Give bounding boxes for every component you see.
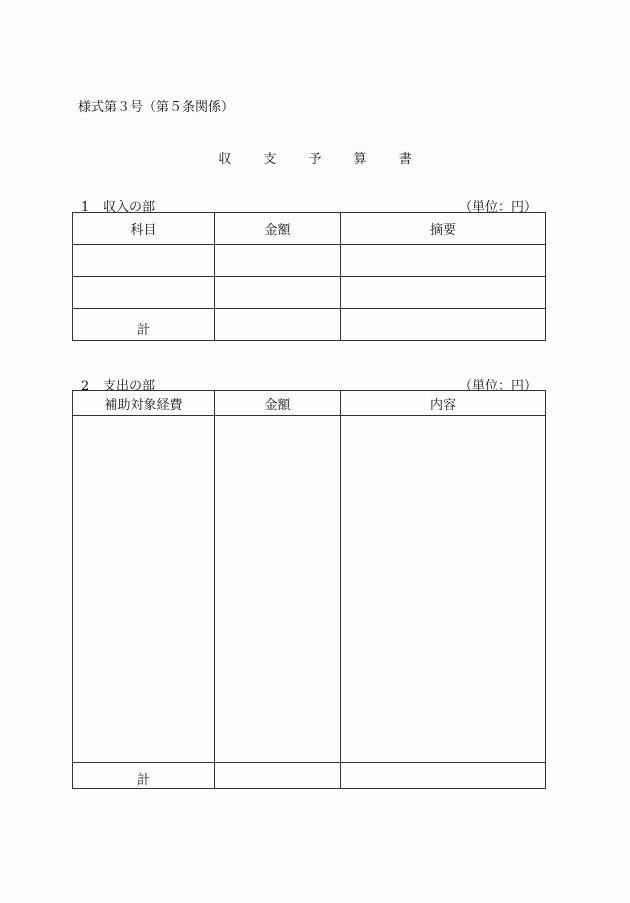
table-cell[interactable] bbox=[215, 245, 341, 277]
total-row bbox=[73, 309, 546, 341]
total-amount-cell[interactable] bbox=[215, 763, 341, 789]
table-cell[interactable] bbox=[73, 245, 215, 277]
income-table bbox=[72, 212, 546, 341]
table-cell[interactable] bbox=[341, 277, 546, 309]
table-cell[interactable] bbox=[215, 416, 341, 763]
table-cell[interactable] bbox=[341, 245, 546, 277]
table-row bbox=[73, 416, 546, 763]
column-header-remarks: 摘要 bbox=[341, 213, 546, 245]
column-header-amount: 金額 bbox=[215, 391, 341, 416]
total-content-cell[interactable] bbox=[341, 763, 546, 789]
table-cell[interactable] bbox=[215, 277, 341, 309]
total-row bbox=[73, 763, 546, 789]
expense-section-label: 支出の部 bbox=[103, 379, 156, 394]
table-cell[interactable] bbox=[73, 416, 215, 763]
table-cell[interactable] bbox=[73, 277, 215, 309]
expense-unit-label: （単位：円） bbox=[458, 379, 537, 394]
table-row bbox=[73, 277, 546, 309]
total-remarks-cell[interactable] bbox=[341, 309, 546, 341]
column-header-content: 内容 bbox=[341, 391, 546, 416]
total-amount-cell[interactable] bbox=[215, 309, 341, 341]
table-cell[interactable] bbox=[341, 416, 546, 763]
form-number: 様式第３号（第５条関係） bbox=[78, 100, 235, 115]
table-header-row bbox=[73, 391, 546, 416]
table-header-row bbox=[73, 213, 546, 245]
total-label: 計 bbox=[73, 763, 215, 789]
income-section-number: 1 bbox=[81, 200, 90, 215]
document-title: 収 支 予 算 書 bbox=[218, 152, 426, 167]
total-label: 計 bbox=[73, 309, 215, 341]
expense-section-number: 2 bbox=[81, 379, 90, 394]
column-header-eligible-expense: 補助対象経費 bbox=[73, 391, 215, 416]
expense-table bbox=[72, 390, 546, 789]
income-section-label: 収入の部 bbox=[103, 200, 156, 215]
income-unit-label: （単位：円） bbox=[458, 200, 537, 215]
table-row bbox=[73, 245, 546, 277]
column-header-amount: 金額 bbox=[215, 213, 341, 245]
column-header-item: 科目 bbox=[73, 213, 215, 245]
